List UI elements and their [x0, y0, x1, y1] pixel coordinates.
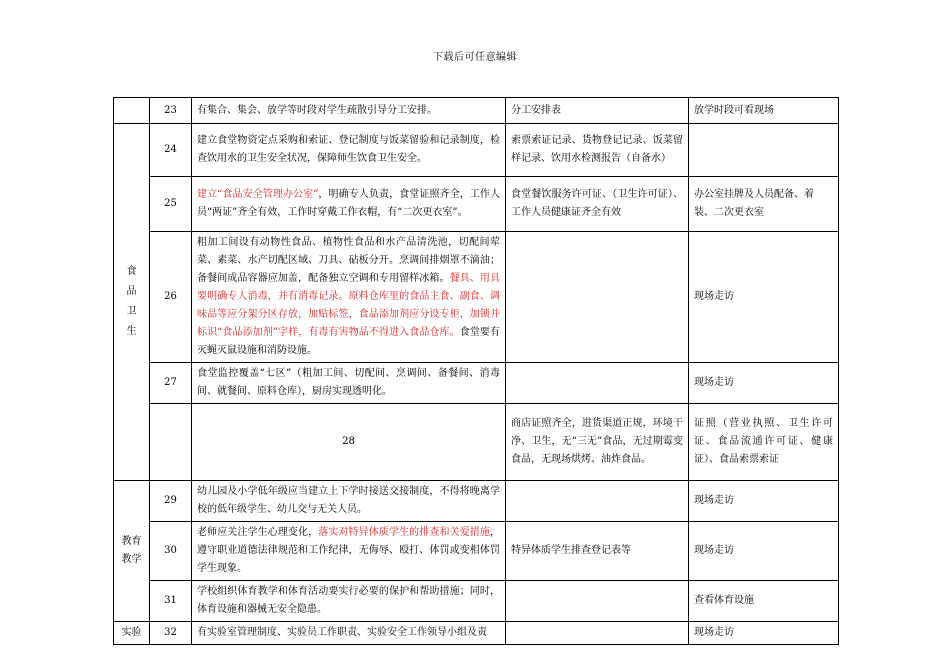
table-row [114, 177, 839, 232]
highlight-text: 建立“食品安全管理办公室” [197, 189, 319, 200]
table-row [114, 404, 839, 481]
item-documents: 特异体质学生排查登记表等 [506, 522, 689, 581]
item-method: 办公室挂牌及人员配备、着装、二次更衣室 [689, 177, 839, 232]
item-method [689, 124, 839, 177]
category-char: 生 [126, 326, 137, 337]
header-note: 下载后可任意编辑 [433, 52, 517, 63]
item-method: 放学时段可看现场 [689, 98, 839, 124]
item-number: 23 [150, 98, 192, 124]
item-documents [506, 232, 689, 363]
item-documents [506, 363, 689, 404]
item-documents [506, 622, 689, 645]
item-documents: 食堂餐饮服务许可证、（卫生许可证）、工作人员健康证齐全有效 [506, 177, 689, 232]
content-text: ，明确专人负责，食堂证照齐全，工作人员“两证”齐全有效，工作时穿戴工作衣帽，有“二次更衣室”。 [197, 189, 501, 218]
item-content: 学校组织体育教学和体育活动要实行必要的保护和帮助措施；同时，体育设施和器械无安全隐患。 [192, 581, 506, 622]
item-method: 现场走访 [689, 481, 839, 522]
table-row [114, 481, 839, 522]
item-content: 建立食堂物资定点采购和索证、登记制度与饭菜留验和记录制度，检查饮用水的卫生安全状况，保障师生饮食卫生安全。 [192, 124, 506, 177]
item-content: 有实验室管理制度、实验员工作职责、实验安全工作领导小组及责 [192, 622, 506, 645]
table-row [114, 124, 839, 177]
item-documents [506, 581, 689, 622]
item-number: 27 [150, 363, 192, 404]
content-text: 老师应关注学生心理变化， [197, 527, 319, 538]
category-char: 食 [126, 266, 137, 277]
table-row [114, 363, 839, 404]
item-number: 28 [192, 404, 506, 481]
category-education: 教育教学 [114, 481, 150, 622]
item-content [192, 177, 506, 232]
category-cell-empty [114, 98, 150, 124]
item-documents: 证照（营业执照、卫生许可证、食品流通许可证、健康证）、食品索票索证 [689, 404, 839, 481]
item-method: 现场走访 [689, 363, 839, 404]
item-documents [506, 481, 689, 522]
category-char: 品 [126, 286, 137, 297]
table-row [114, 522, 839, 581]
item-content [192, 522, 506, 581]
item-content [192, 232, 506, 363]
item-documents: 分工安排表 [506, 98, 689, 124]
item-content: 食堂监控覆盖“七区”（粗加工间、切配间、烹调间、备餐间、消毒间、就餐间、原料仓库），厨房实现透明化。 [192, 363, 506, 404]
item-number: 31 [150, 581, 192, 622]
inspection-table [113, 97, 839, 645]
table-row [114, 622, 839, 645]
content-text: 粗加工间设有动物性食品、植物性食品和水产品清洗池，切配间荤菜、素菜、水产切配区域、刀具、砧板分开。烹调间排烟罩不滴油；备餐间成品容器应加盖，配备独立空调和专用留样冰箱。 [197, 237, 500, 284]
table-row [114, 98, 839, 124]
item-number: 25 [150, 177, 192, 232]
highlight-text: 餐具、用具要明确专人消毒，并有消毒记录。原料仓库里的食品主食、副食、调味品等应分架分区存放，加贴标签，食品添加剂应分设专柜，加锁并标识“食品添加剂”字样，有毒有害物品不得进入食品仓库。 [197, 273, 501, 338]
item-content: 商店证照齐全，进货渠道正规，环境干净、卫生，无“三无”食品，无过期霉变食品，无现场烘烤、油炸食品。 [506, 404, 689, 481]
highlight-text: 落实对特异体质学生的排查和关爱措施 [318, 527, 491, 538]
item-content: 幼儿园及小学低年级应当建立上下学时接送交接制度，不得将晚离学校的低年级学生、幼儿交与无关人员。 [192, 481, 506, 522]
category-cell-empty [150, 404, 192, 481]
item-documents: 索票索证记录、货物登记记录、饭菜留样记录、饮用水检测报告（自备水） [506, 124, 689, 177]
item-number: 24 [150, 124, 192, 177]
item-content: 有集合、集会、放学等时段对学生疏散引导分工安排。 [192, 98, 506, 124]
content-text: ，遵守职业道德法律规范和工作纪律，无侮辱、殴打、体罚或变相体罚学生现象。 [197, 527, 501, 574]
item-number: 30 [150, 522, 192, 581]
content-text: 食堂要有灭蝇灭鼠设施和消防设施。 [197, 327, 500, 356]
category-food-hygiene [114, 124, 150, 481]
item-method: 查看体育设施 [689, 581, 839, 622]
item-number: 29 [150, 481, 192, 522]
item-method: 现场走访 [689, 622, 839, 645]
item-number: 32 [150, 622, 192, 645]
category-char: 卫 [126, 306, 137, 317]
item-method: 现场走访 [689, 522, 839, 581]
item-number: 26 [150, 232, 192, 363]
table-row [114, 581, 839, 622]
item-method: 现场走访 [689, 232, 839, 363]
table-row [114, 232, 839, 363]
category-lab: 实验 [114, 622, 150, 645]
